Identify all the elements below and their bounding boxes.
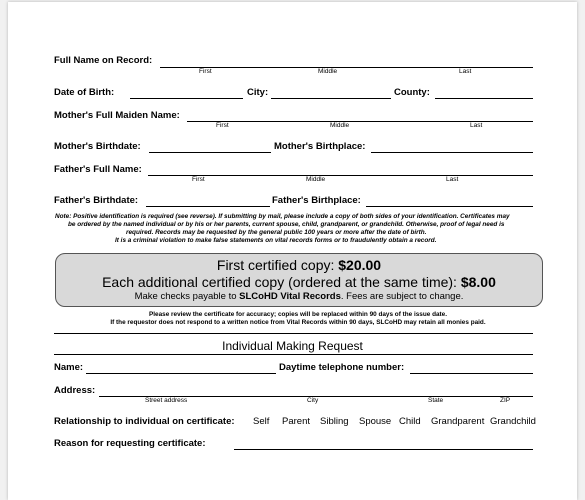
full-name-label: Full Name on Record: xyxy=(54,55,153,66)
mother-last-caption: Last xyxy=(470,122,483,129)
father-birthplace-field[interactable] xyxy=(366,206,533,207)
county-field[interactable] xyxy=(435,98,533,99)
address-label: Address: xyxy=(54,385,96,396)
first-copy-text: First certified copy: xyxy=(216,257,339,273)
fee-box xyxy=(55,253,543,307)
relationship-option-parent[interactable]: Parent xyxy=(282,416,310,427)
full-name-last-caption: Last xyxy=(459,68,472,75)
first-copy-price: $20.00 xyxy=(338,257,382,273)
father-first-caption: First xyxy=(192,176,205,183)
full-name-middle-caption: Middle xyxy=(318,68,338,75)
review-note-line-2: If the requestor does not respond to a written notice from Vital Records within 90 days, SLCoHD may retain all monies paid. xyxy=(110,319,486,326)
father-birthdate-label: Father's Birthdate: xyxy=(54,195,139,206)
review-note-line-1: Please review the certificate for accuracy; copies will be replaced within 90 days of the issue date. xyxy=(149,311,447,318)
checks-payee: SLCoHD Vital Records xyxy=(239,291,341,302)
mother-middle-caption: Middle xyxy=(330,122,350,129)
id-note-line-3: required. Records may be requested by the general public 100 years or more after the date of birth. xyxy=(126,229,427,236)
dob-label: Date of Birth: xyxy=(54,87,115,98)
reason-field[interactable] xyxy=(234,449,533,450)
full-name-first-caption: First xyxy=(199,68,212,75)
city-caption: City xyxy=(307,397,319,404)
checks-note xyxy=(56,291,542,302)
requester-section-title: Individual Making Request xyxy=(222,339,363,353)
certificate-request-form xyxy=(8,2,577,500)
father-middle-caption: Middle xyxy=(306,176,326,183)
section-title-underline xyxy=(54,354,533,355)
father-name-field[interactable] xyxy=(148,175,533,176)
first-copy-fee xyxy=(56,257,542,273)
relationship-option-sibling[interactable]: Sibling xyxy=(320,416,349,427)
additional-copy-fee xyxy=(56,274,542,290)
mother-birthdate-label: Mother's Birthdate: xyxy=(54,141,141,152)
reason-label: Reason for requesting certificate: xyxy=(54,438,206,449)
phone-label: Daytime telephone number: xyxy=(279,362,405,373)
relationship-option-self[interactable]: Self xyxy=(253,416,270,427)
city-label: City: xyxy=(247,87,269,98)
relationship-option-spouse[interactable]: Spouse xyxy=(359,416,392,427)
father-last-caption: Last xyxy=(446,176,459,183)
relationship-option-child[interactable]: Child xyxy=(399,416,421,427)
relationship-option-grandchild[interactable]: Grandchild xyxy=(490,416,536,427)
county-label: County: xyxy=(394,87,430,98)
id-note-line-1: Note: Positive identification is required (see reverse). If submitting by mail, please include a copy of both sides of your identification. Certificates may xyxy=(55,213,510,220)
requester-name-label: Name: xyxy=(54,362,84,373)
state-caption: State xyxy=(428,397,444,404)
father-name-label: Father's Full Name: xyxy=(54,164,142,175)
requester-name-field[interactable] xyxy=(86,373,276,374)
street-caption: Street address xyxy=(145,397,188,404)
zip-caption: ZIP xyxy=(500,397,511,404)
full-name-field[interactable] xyxy=(160,67,533,68)
mother-birthplace-field[interactable] xyxy=(371,152,533,153)
father-birthdate-field[interactable] xyxy=(146,206,270,207)
checks-suffix: . Fees are subject to change. xyxy=(340,291,464,302)
mother-birthplace-label: Mother's Birthplace: xyxy=(274,141,366,152)
additional-copy-price: $8.00 xyxy=(460,274,496,290)
father-birthplace-label: Father's Birthplace: xyxy=(272,195,361,206)
dob-field[interactable] xyxy=(130,98,243,99)
id-note-line-2: be ordered by the named individual or by his or her parents, current spouse, child, grandparent, or grandchild. Otherwise, proof of legal need is xyxy=(68,221,505,228)
checks-text: Make checks payable to xyxy=(134,291,240,302)
section-divider xyxy=(54,333,533,334)
mother-birthdate-field[interactable] xyxy=(149,152,271,153)
additional-copy-text: Each additional certified copy (ordered at the same time): xyxy=(102,274,461,290)
mother-name-label: Mother's Full Maiden Name: xyxy=(54,110,180,121)
id-note-line-4: It is a criminal violation to make false statements on vital records forms or to fraudulently obtain a record. xyxy=(115,237,437,244)
relationship-label: Relationship to individual on certificate: xyxy=(54,416,235,427)
mother-first-caption: First xyxy=(216,122,229,129)
city-field[interactable] xyxy=(271,98,391,99)
relationship-option-grandparent[interactable]: Grandparent xyxy=(431,416,485,427)
phone-field[interactable] xyxy=(410,373,533,374)
